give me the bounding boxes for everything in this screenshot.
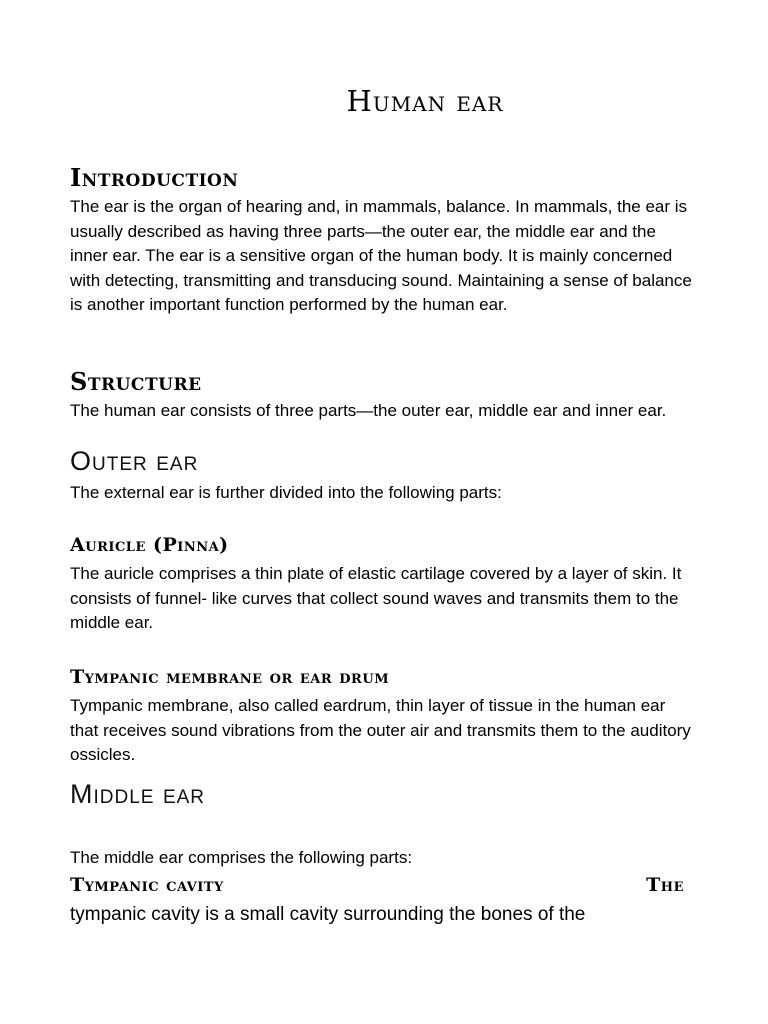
tympanic-membrane-heading: Tympanic membrane or ear drum — [70, 666, 390, 688]
tympanic-cavity-heading: Tympanic cavity — [70, 874, 224, 896]
tympanic-membrane-paragraph: Tympanic membrane, also called eardrum, thin layer of tissue in the human ear that receives sound vibrations from the outer air and transmits them to the auditory ossicles. — [70, 696, 691, 764]
structure-paragraph: The human ear consists of three parts—the outer ear, middle ear and inner ear. — [70, 401, 667, 420]
introduction-heading: Introduction — [70, 163, 239, 192]
tympanic-cavity-row — [70, 874, 684, 896]
outer-ear-heading: Outer ear — [70, 446, 199, 476]
structure-heading: Structure — [70, 367, 202, 396]
page-title: Human ear — [346, 84, 504, 118]
middle-ear-heading: Middle ear — [70, 779, 206, 809]
auricle-paragraph: The auricle comprises a thin plate of elastic cartilage covered by a layer of skin. It consists of funnel- like curves that collect sound waves and transmits them to the middle ear. — [70, 564, 682, 632]
tympanic-cavity-paragraph: tympanic cavity is a small cavity surrounding the bones of the — [70, 904, 586, 925]
outer-ear-paragraph: The external ear is further divided into the following parts: — [70, 483, 502, 502]
tympanic-cavity-lead-word: The — [646, 874, 684, 896]
auricle-heading: Auricle (Pinna) — [70, 534, 229, 556]
introduction-paragraph: The ear is the organ of hearing and, in mammals, balance. In mammals, the ear is usually described as having three parts—the outer ear, the middle ear and the inner ear. The ear is a sensitive organ of the human body. It is mainly concerned with detecting, transmitting and transducing sound. Maintaining a sense of balance is another important function performed by the human ear. — [70, 197, 692, 314]
middle-ear-paragraph: The middle ear comprises the following parts: — [70, 848, 413, 867]
